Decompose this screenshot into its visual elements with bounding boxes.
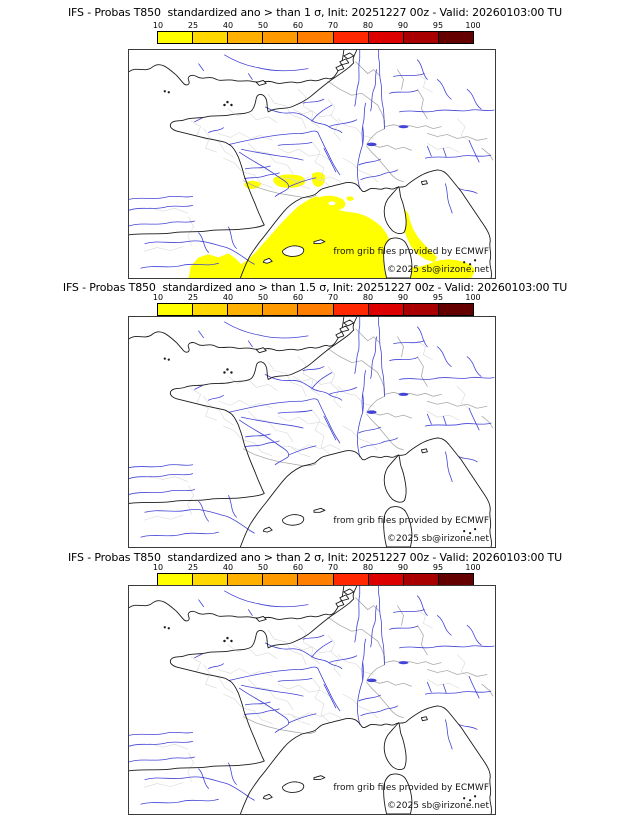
panel-title-sigma-2: IFS - Probas T850 standardized ano > than 2 σ, Init: 20251227 00z - Valid: 20260103:00 TU xyxy=(67,551,563,564)
map-svg xyxy=(129,317,495,547)
colorbar-segment xyxy=(404,32,439,43)
colorbar-segment xyxy=(298,32,333,43)
colorbar-tick-labels xyxy=(152,563,481,572)
colorbar-segment xyxy=(404,304,439,315)
copyright-text: ©2025 sb@irizone.net xyxy=(387,801,489,811)
colorbar-segment xyxy=(404,574,439,585)
map-svg xyxy=(129,50,495,278)
map-sigma-2 xyxy=(128,585,496,815)
credit-text: from grib files provided by ECMWF xyxy=(333,783,489,793)
panel-title-sigma-1: IFS - Probas T850 standardized ano > than 1 σ, Init: 20251227 00z - Valid: 20260103:00 TU xyxy=(67,6,563,19)
map-sigma-1-5 xyxy=(128,316,496,548)
copyright-text: ©2025 sb@irizone.net xyxy=(387,265,489,275)
credit-text: from grib files provided by ECMWF xyxy=(333,247,489,257)
probability-colorbar xyxy=(157,303,474,316)
colorbar-segment xyxy=(334,574,369,585)
colorbar-segment xyxy=(439,574,473,585)
colorbar-segment xyxy=(439,32,473,43)
colorbar-tick-labels xyxy=(152,293,481,302)
colorbar-tick-label: 10 xyxy=(152,293,164,302)
colorbar-tick-label: 25 xyxy=(187,21,199,30)
colorbar-tick-label: 100 xyxy=(465,293,481,302)
colorbar-tick-label: 100 xyxy=(465,21,481,30)
colorbar-segment xyxy=(158,304,193,315)
colorbar-tick-label: 25 xyxy=(187,563,199,572)
colorbar-segment xyxy=(158,574,193,585)
colorbar-segment xyxy=(263,304,298,315)
colorbar-segment xyxy=(263,32,298,43)
colorbar-tick-label: 50 xyxy=(257,21,269,30)
colorbar-segment xyxy=(228,32,263,43)
colorbar-segment xyxy=(193,304,228,315)
colorbar-segment xyxy=(228,304,263,315)
map-svg xyxy=(129,586,495,814)
colorbar-tick-label: 100 xyxy=(465,563,481,572)
colorbar-tick-label: 90 xyxy=(397,563,409,572)
colorbar-tick-label: 95 xyxy=(432,21,444,30)
colorbar-tick-label: 80 xyxy=(362,563,374,572)
colorbar-tick-label: 50 xyxy=(257,293,269,302)
colorbar-segment xyxy=(369,32,404,43)
colorbar-segment xyxy=(193,32,228,43)
colorbar-tick-labels xyxy=(152,21,481,30)
colorbar-segment xyxy=(193,574,228,585)
colorbar-tick-label: 90 xyxy=(397,293,409,302)
colorbar-tick-label: 60 xyxy=(292,293,304,302)
colorbar-segment xyxy=(334,32,369,43)
colorbar-tick-label: 40 xyxy=(222,293,234,302)
colorbar-segment xyxy=(228,574,263,585)
colorbar-tick-label: 80 xyxy=(362,293,374,302)
colorbar-segment xyxy=(439,304,473,315)
colorbar-tick-label: 60 xyxy=(292,21,304,30)
colorbar-segment xyxy=(263,574,298,585)
colorbar-tick-label: 10 xyxy=(152,21,164,30)
colorbar-segment xyxy=(158,32,193,43)
colorbar-tick-label: 70 xyxy=(327,21,339,30)
colorbar-tick-label: 80 xyxy=(362,21,374,30)
colorbar-segment xyxy=(298,304,333,315)
colorbar-tick-label: 90 xyxy=(397,21,409,30)
probability-colorbar xyxy=(157,31,474,44)
panel-title-sigma-1-5: IFS - Probas T850 standardized ano > than 1.5 σ, Init: 20251227 00z - Valid: 20260103:00 TU xyxy=(62,281,568,294)
colorbar-segment xyxy=(369,304,404,315)
colorbar-tick-label: 25 xyxy=(187,293,199,302)
colorbar-tick-label: 95 xyxy=(432,293,444,302)
copyright-text: ©2025 sb@irizone.net xyxy=(387,534,489,544)
colorbar-segment xyxy=(298,574,333,585)
probability-area-rhone-mouth xyxy=(347,196,354,200)
colorbar-tick-label: 95 xyxy=(432,563,444,572)
colorbar-tick-label: 70 xyxy=(327,563,339,572)
credit-text: from grib files provided by ECMWF xyxy=(333,516,489,526)
colorbar-tick-label: 60 xyxy=(292,563,304,572)
colorbar-segment xyxy=(369,574,404,585)
probability-overlay-layer xyxy=(189,172,475,278)
colorbar-tick-label: 10 xyxy=(152,563,164,572)
colorbar-segment xyxy=(334,304,369,315)
map-sigma-1 xyxy=(128,49,496,279)
colorbar-tick-label: 50 xyxy=(257,563,269,572)
colorbar-tick-label: 40 xyxy=(222,563,234,572)
colorbar-tick-label: 40 xyxy=(222,21,234,30)
colorbar-tick-label: 70 xyxy=(327,293,339,302)
